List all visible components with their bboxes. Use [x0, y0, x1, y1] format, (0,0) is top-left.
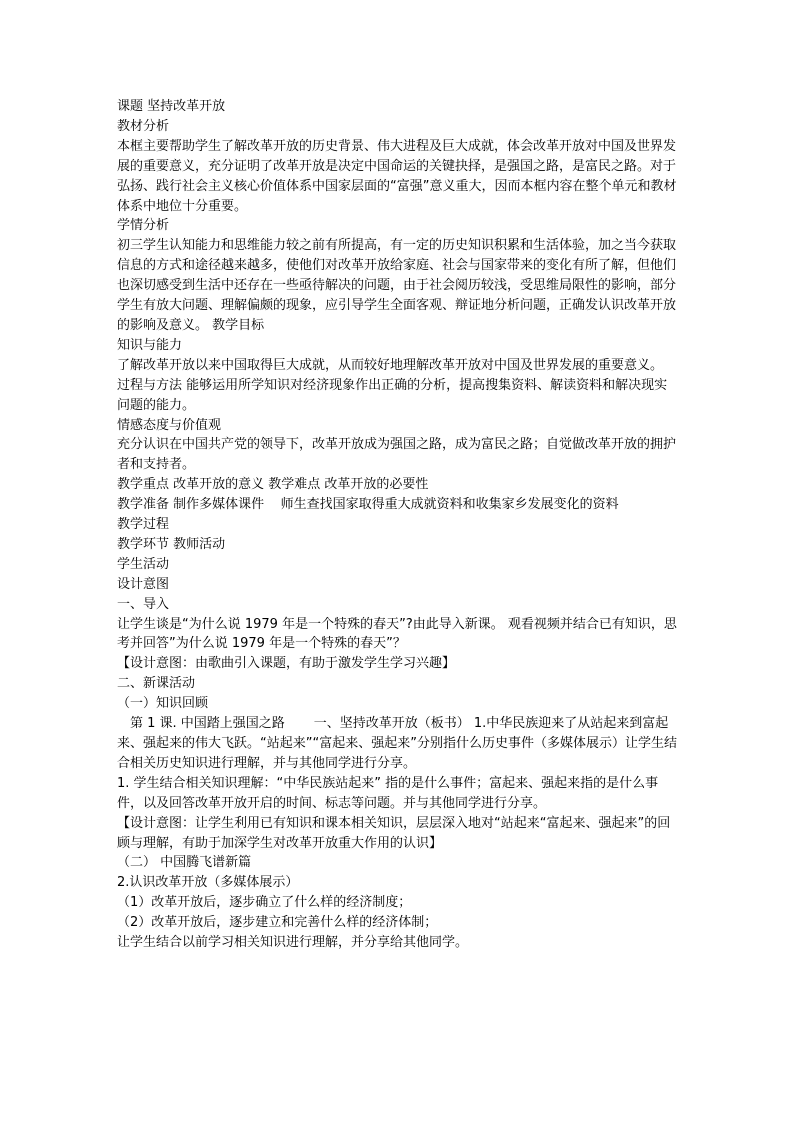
review-heading: （一）知识回顾	[117, 696, 209, 712]
student-analysis-body: 初三学生认知能力和思维能力较之前有所提高，有一定的历史知识积累和生活体验，加之当今获取信息的方式和途径越来越多，使他们对改革开放给家庭、社会与国家带来的变化有所了解，但他们也深切感受到生活中还存在一些亟待解决的问题，由于社会阅历较浅，受思维局限性的影响，部分学生有放大问题、理解偏颇的现象，应引导学生全面客观、辩证地分析问题，正确发认识改革开放的影响及意义。 教学目标	[117, 238, 677, 333]
review-body-text: 第 1 课. 中国踏上强国之路 一、坚持改革开放（板书） 1.中华民族迎来了从站起来到富起来、强起来的伟大飞跃。“站起来”“富起来、强起来”分别指什么历史事件（多媒体展示）让学生结合相关历史知识进行理解，并与其他同学进行分享。	[117, 716, 677, 771]
soar-item: 2.认识改革开放（多媒体展示）	[117, 875, 299, 891]
soar-heading: （二） 中国腾飞谱新篇	[117, 855, 252, 871]
review-design: 【设计意图：让学生利用已有知识和课本相关知识，层层深入地对“站起来“富起来、强起来”的回顾与理解，有助于加深学生对改革开放重大作用的认识】	[117, 815, 671, 851]
knowledge-ability-body: 了解改革开放以来中国取得巨大成就，从而较好地理解改革开放对中国及世界发展的重要意义。	[117, 357, 664, 373]
lesson-title: 课题 坚持改革开放	[117, 99, 226, 114]
review-body	[117, 714, 677, 774]
soar-question-1: （1）改革开放后，逐步确立了什么样的经济制度；	[117, 895, 412, 911]
textbook-analysis-body: 本框主要帮助学生了解改革开放的历史背景、伟大进程及巨大成就，体会改革开放对中国及世界发展的重要意义，充分证明了改革开放是决定中国命运的关键抉择，是强国之路，是富民之路。对于弘扬、践行社会主义核心价值体系中国家层面的“富强”意义重大，因而本框内容在整个单元和教材体系中地位十分重要。	[117, 138, 677, 214]
emotion-values-heading: 情感态度与价值观	[117, 417, 222, 433]
document-page	[117, 97, 677, 953]
emotion-values-body: 充分认识在中国共产党的领导下，改革开放成为强国之路，成为富民之路；自觉做改革开放的拥护者和支持者。	[117, 437, 677, 473]
review-item: 1. 学生结合相关知识理解：“中华民族站起来” 指的是什么事件；富起来、强起来指的是什么事件，以及回答改革开放开启的时间、标志等问题。并与其他同学进行分享。	[117, 775, 659, 811]
intro-body: 让学生谈是“为什么说 1979 年是一个特殊的春天”?由此导入新课。 观看视频并结合已有知识，思考并回答”为什么说 1979 年是一个特殊的春天”？	[117, 616, 677, 652]
textbook-analysis-heading: 教材分析	[117, 118, 170, 134]
process-column-2: 学生活动	[117, 556, 170, 572]
preparation: 教学准备 制作多媒体课件 师生查找国家取得重大成就资料和收集家乡发展变化的资料	[117, 497, 619, 513]
soar-closing: 让学生结合以前学习相关知识进行理解，并分享给其他同学。	[117, 935, 469, 951]
process-heading: 教学过程	[117, 517, 170, 533]
knowledge-ability-heading: 知识与能力	[117, 337, 183, 353]
intro-design: 【设计意图：由歌曲引入课题，有助于激发学生学习兴趣】	[117, 656, 456, 672]
process-method-body: 过程与方法 能够运用所学知识对经济现象作出正确的分析，提高搜集资料、解读资料和解决现实问题的能力。	[117, 377, 668, 413]
intro-heading: 一、导入	[117, 596, 170, 612]
new-lesson-heading: 二、新课活动	[117, 676, 196, 692]
soar-question-2: （2）改革开放后，逐步建立和完善什么样的经济体制；	[117, 915, 438, 931]
key-points: 教学重点 改革开放的意义 教学难点 改革开放的必要性	[117, 477, 429, 493]
process-column-1: 教学环节 教师活动	[117, 536, 226, 552]
process-column-3: 设计意图	[117, 576, 170, 592]
student-analysis-heading: 学情分析	[117, 218, 170, 234]
